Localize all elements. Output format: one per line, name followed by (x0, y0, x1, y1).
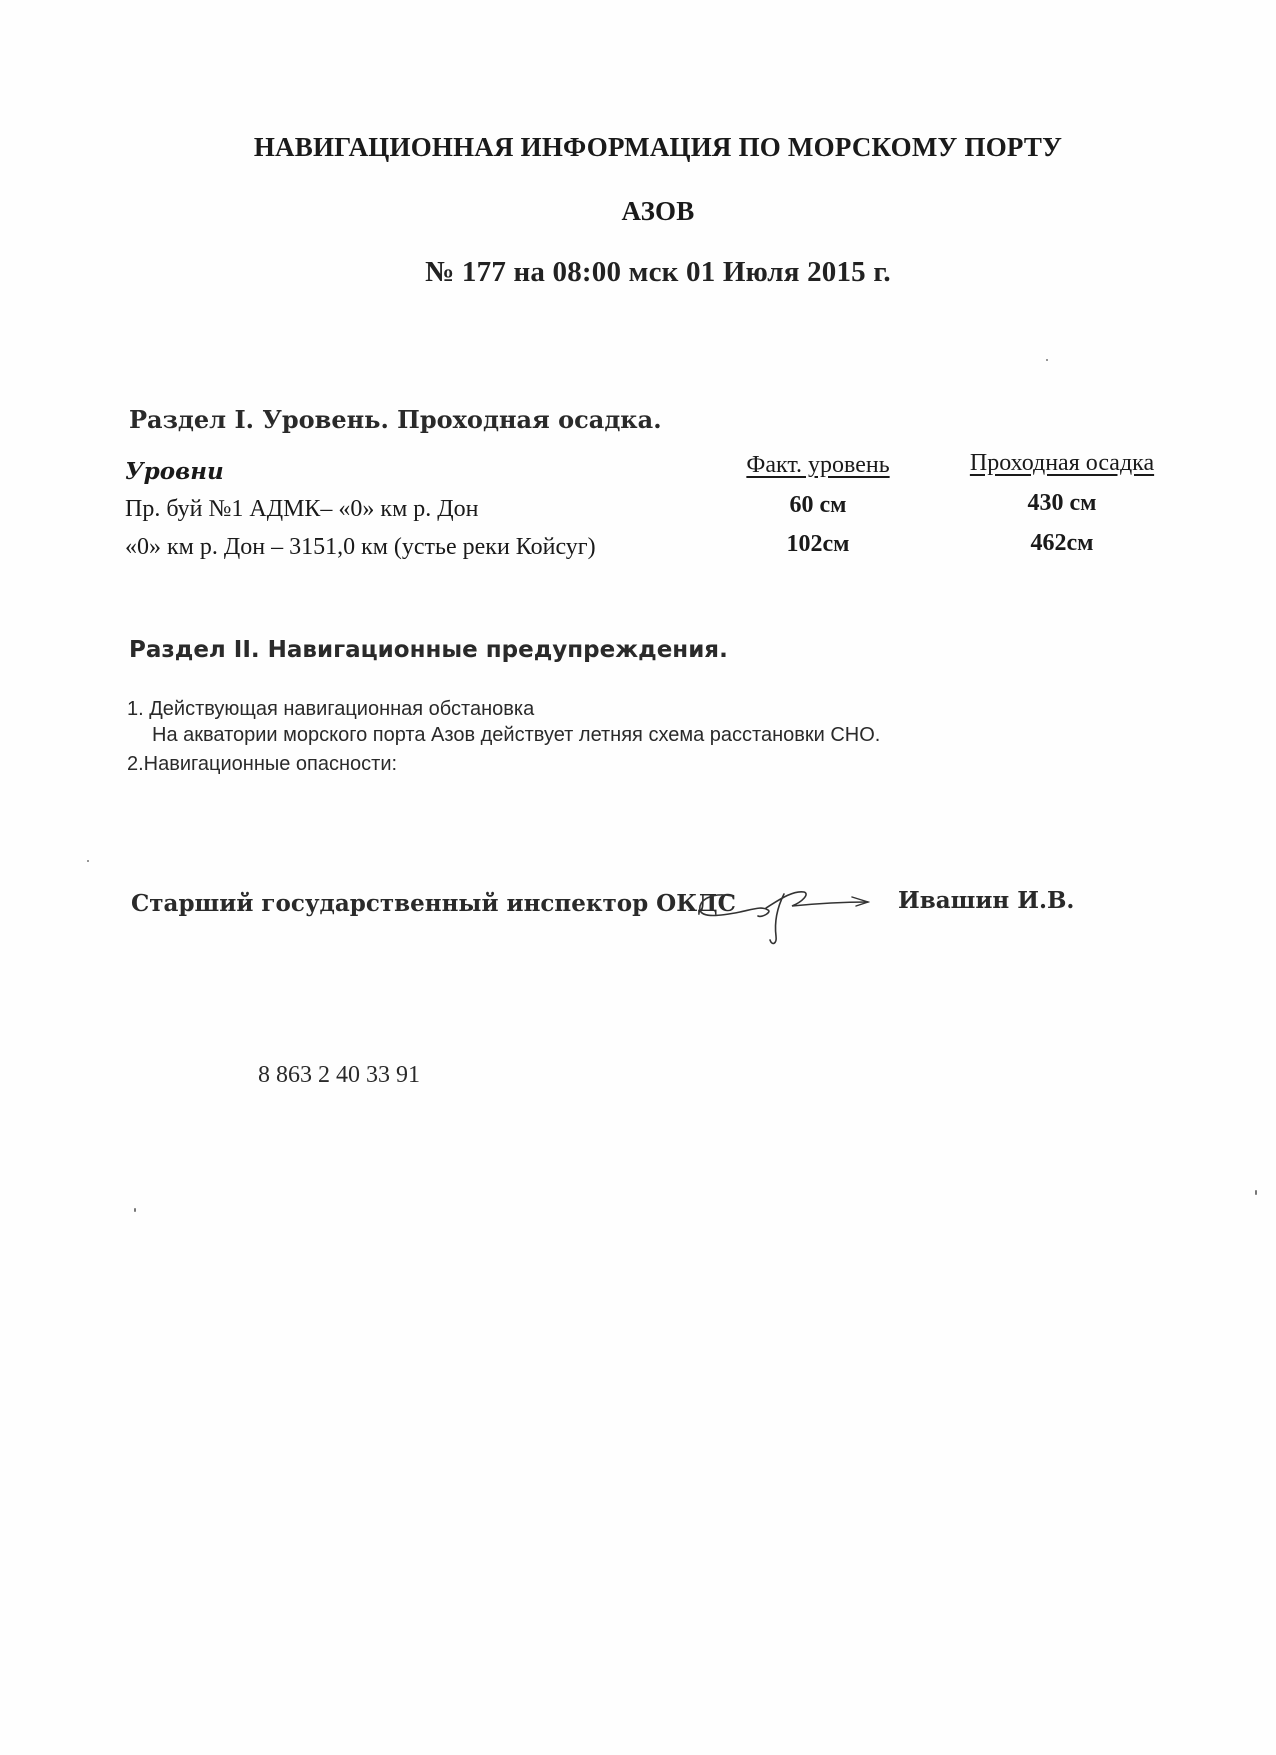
section1-heading: Раздел I. Уровень. Проходная осадка. (129, 405, 662, 434)
warning-item-1-text: На акватории морского порта Азов действует летняя схема расстановки СНО. (152, 724, 881, 746)
port-name: АЗОВ (621, 196, 695, 226)
handwritten-signature (692, 872, 870, 952)
row-fact-level: 60 см (789, 492, 847, 518)
signatory-name: Ивашин И.В. (898, 887, 1075, 914)
draft-column: Проходная осадка (969, 450, 1155, 476)
scan-speck (1046, 359, 1048, 361)
scan-speck (1255, 1190, 1257, 1195)
table-row (125, 530, 1185, 566)
document-title: НАВИГАЦИОННАЯ ИНФОРМАЦИЯ ПО МОРСКОМУ ПОРТУ (253, 132, 1063, 162)
signatory-title: Старший государственный инспектор ОКДС (131, 890, 736, 917)
table-row (125, 490, 1185, 528)
row-name: Пр. буй №1 АДМК– «0» км р. Дон (125, 496, 479, 522)
section2-heading: Раздел II. Навигационные предупреждения. (129, 637, 728, 663)
row-draft: 462см (1030, 530, 1094, 556)
row-draft: 430 см (1027, 490, 1097, 516)
row-fact-level: 102см (786, 531, 850, 557)
warning-item-1: 1. Действующая навигационная обстановка (127, 698, 535, 720)
scan-speck (87, 860, 89, 862)
report-number-date: № 177 на 08:00 мск 01 Июля 2015 г. (425, 256, 891, 288)
levels-header-row (125, 450, 1185, 490)
levels-column-name: Уровни (125, 458, 224, 485)
warning-item-2: 2.Навигационные опасности: (127, 753, 398, 775)
row-name: «0» км р. Дон – 3151,0 км (устье реки Койсуг) (125, 534, 596, 560)
contact-phone: 8 863 2 40 33 91 (258, 1062, 420, 1088)
scan-speck (134, 1208, 136, 1212)
fact-level-column: Факт. уровень (746, 452, 890, 478)
